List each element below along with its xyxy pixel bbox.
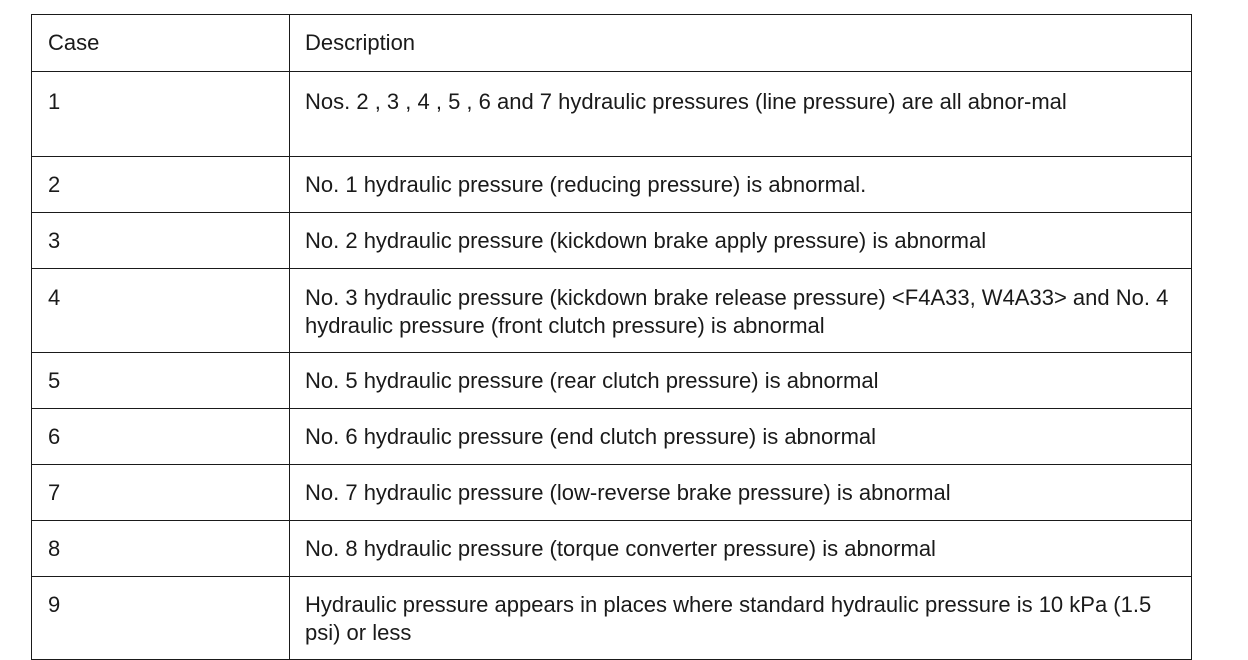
header-case: Case [32, 15, 290, 72]
hydraulic-pressure-case-table [31, 14, 1192, 660]
header-description: Description [290, 15, 1192, 72]
case-description: No. 3 hydraulic pressure (kickdown brake release pressure) <F4A33, W4A33> and No. 4 hydraulic pressure (front clutch pressure) is abnormal [290, 269, 1192, 353]
case-description: No. 7 hydraulic pressure (low-reverse brake pressure) is abnormal [290, 465, 1192, 521]
table-row [32, 353, 1192, 409]
table-row [32, 157, 1192, 213]
table-row [32, 465, 1192, 521]
case-description: Hydraulic pressure appears in places where standard hydraulic pressure is 10 kPa (1.5 psi) or less [290, 577, 1192, 660]
table-header-row [32, 15, 1192, 72]
case-description: Nos. 2 , 3 , 4 , 5 , 6 and 7 hydraulic pressures (line pressure) are all abnor-mal [290, 72, 1192, 157]
case-number: 6 [32, 409, 290, 465]
case-description: No. 5 hydraulic pressure (rear clutch pressure) is abnormal [290, 353, 1192, 409]
case-description: No. 2 hydraulic pressure (kickdown brake apply pressure) is abnormal [290, 213, 1192, 269]
case-number: 8 [32, 521, 290, 577]
table-row [32, 521, 1192, 577]
table-row [32, 409, 1192, 465]
table-row [32, 577, 1192, 660]
table-row [32, 269, 1192, 353]
table-row [32, 72, 1192, 157]
case-number: 5 [32, 353, 290, 409]
case-number: 3 [32, 213, 290, 269]
table-row [32, 213, 1192, 269]
case-description: No. 1 hydraulic pressure (reducing pressure) is abnormal. [290, 157, 1192, 213]
case-number: 9 [32, 577, 290, 660]
case-number: 7 [32, 465, 290, 521]
case-number: 4 [32, 269, 290, 353]
case-description: No. 8 hydraulic pressure (torque converter pressure) is abnormal [290, 521, 1192, 577]
case-description: No. 6 hydraulic pressure (end clutch pressure) is abnormal [290, 409, 1192, 465]
case-number: 2 [32, 157, 290, 213]
case-number: 1 [32, 72, 290, 157]
